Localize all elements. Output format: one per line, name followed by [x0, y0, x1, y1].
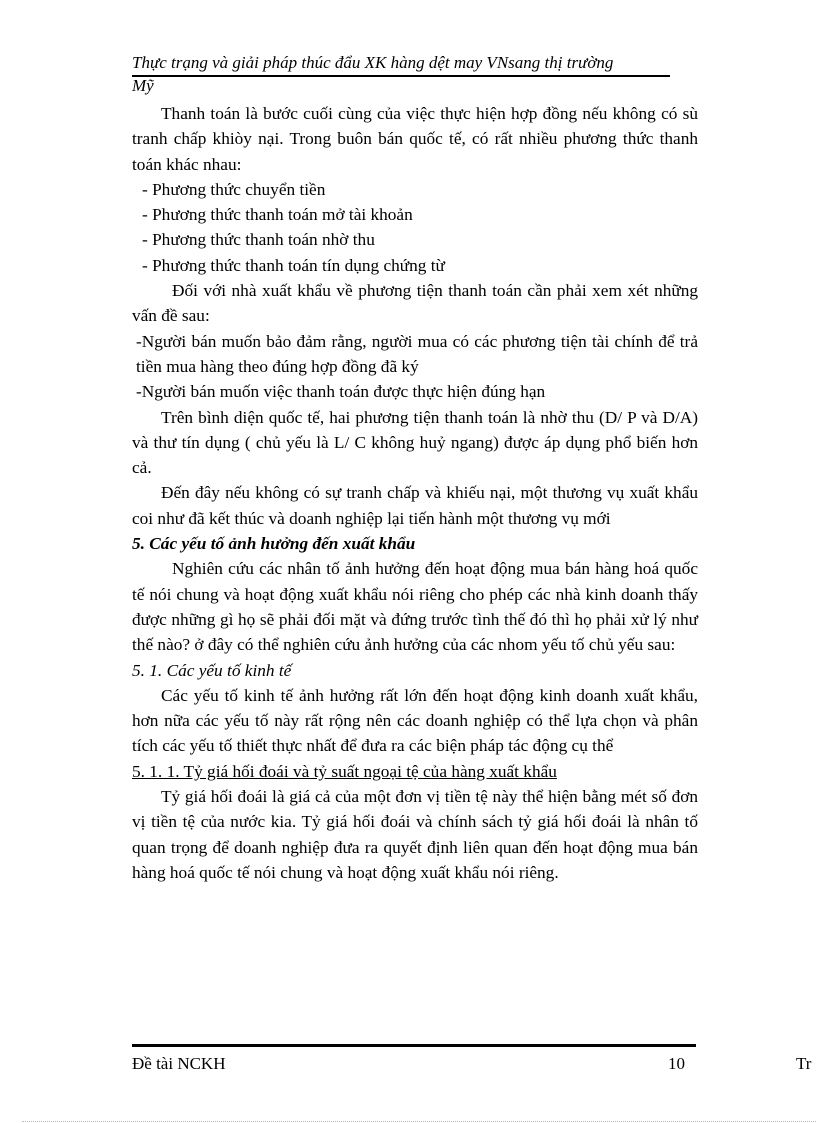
paragraph-payment-intro: Thanh toán là bước cuối cùng của việc thực hiện hợp đồng nếu không có sù tranh chấp khiòy nại. Trong buôn bán quốc tế, có rất nhiều phương thức thanh toán khác nhau: — [132, 104, 698, 174]
paragraph-transaction-end: Đến đây nếu không có sự tranh chấp và khiếu nại, một thương vụ xuất khẩu coi như đã kết thúc và doanh nghiệp lại tiến hành một thương vụ mới — [132, 483, 698, 528]
section-heading-5: 5. Các yếu tố ảnh hưởng đến xuất khẩu — [132, 534, 416, 554]
section-heading-5-1: 5. 1. Các yếu tố kinh tế — [132, 660, 292, 680]
paragraph-exporter-concerns: Đối với nhà xuất khẩu về phương tiện thanh toán cần phải xem xét những vấn đề sau: — [132, 281, 698, 326]
footer-label: Đề tài NCKH — [132, 1054, 226, 1073]
page-number: 10 — [668, 1054, 685, 1073]
list-item-payment-method: - Phương thức thanh toán mở tài khoản — [142, 205, 413, 225]
page-bottom-dotted-rule — [22, 1121, 816, 1122]
footer-edge-text: Tr — [796, 1054, 812, 1073]
paragraph-factors-intro: Nghiên cứu các nhân tố ảnh hưởng đến hoạt động mua bán hàng hoá quốc tế nói chung và hoạt động xuất khẩu nói riêng cho phép các nhà kinh doanh thấy được những gì họ sẽ phải đối mặt và đứng trước tình thế đó thì họ phải xử lý như thế nào? ở đây có thể nghiên cứu ảnh hưởng của các nhom yếu tố chủ yếu sau: — [132, 559, 698, 655]
page-body — [132, 101, 698, 885]
header-rule — [132, 75, 670, 77]
paragraph-economic-factors: Các yếu tố kinh tế ảnh hưởng rất lớn đến hoạt động kinh doanh xuất khẩu, hơn nữa các yếu tố này rất rộng nên các doanh nghiệp có thể lựa chọn và phân tích các yếu tố thiết thực nhất để đưa ra các biện pháp tác động cụ thể — [132, 685, 698, 756]
list-item-payment-method: - Phương thức thanh toán tín dụng chứng từ — [142, 255, 445, 275]
footer-rule — [132, 1044, 696, 1047]
paragraph-international-payment: Trên bình diện quốc tế, hai phương tiện thanh toán là nhờ thu (D/ P và D/A) và thư tín dụng ( chủ yếu là L/ C không huỷ ngang) được áp dụng phổ biến hơn cả. — [132, 407, 698, 478]
list-item-payment-method: - Phương thức chuyển tiền — [142, 179, 326, 199]
running-header-continuation: Mỹ — [132, 76, 154, 95]
list-item-payment-method: - Phương thức thanh toán nhờ thu — [142, 230, 375, 250]
running-header: Thực trạng và giải pháp thúc đẩu XK hàng dệt may VNsang thị trường — [132, 53, 614, 72]
paragraph-exchange-rate: Tỷ giá hối đoái là giá cả của một đơn vị tiền tệ này thể hiện bằng mét số đơn vị tiền tệ của nước kia. Tỷ giá hối đoái và chính sách tỷ giá hối đoái là nhân tố quan trọng để doanh nghiệp đưa ra quyết định liên quan đến hoạt động mua bán hàng hoá quốc tế nói chung và hoạt động xuất khẩu nói riêng. — [132, 787, 698, 882]
section-heading-5-1-1: 5. 1. 1. Tỷ giá hối đoái và tỷ suất ngoại tệ của hàng xuất khẩu — [132, 761, 557, 781]
list-item-seller-point: -Người bán muốn bảo đảm rằng, người mua có các phương tiện tài chính để trả tiền mua hàng theo đúng hợp đồng đã ký — [136, 331, 698, 376]
list-item-seller-point: -Người bán muốn việc thanh toán được thực hiện đúng hạn — [136, 382, 546, 402]
